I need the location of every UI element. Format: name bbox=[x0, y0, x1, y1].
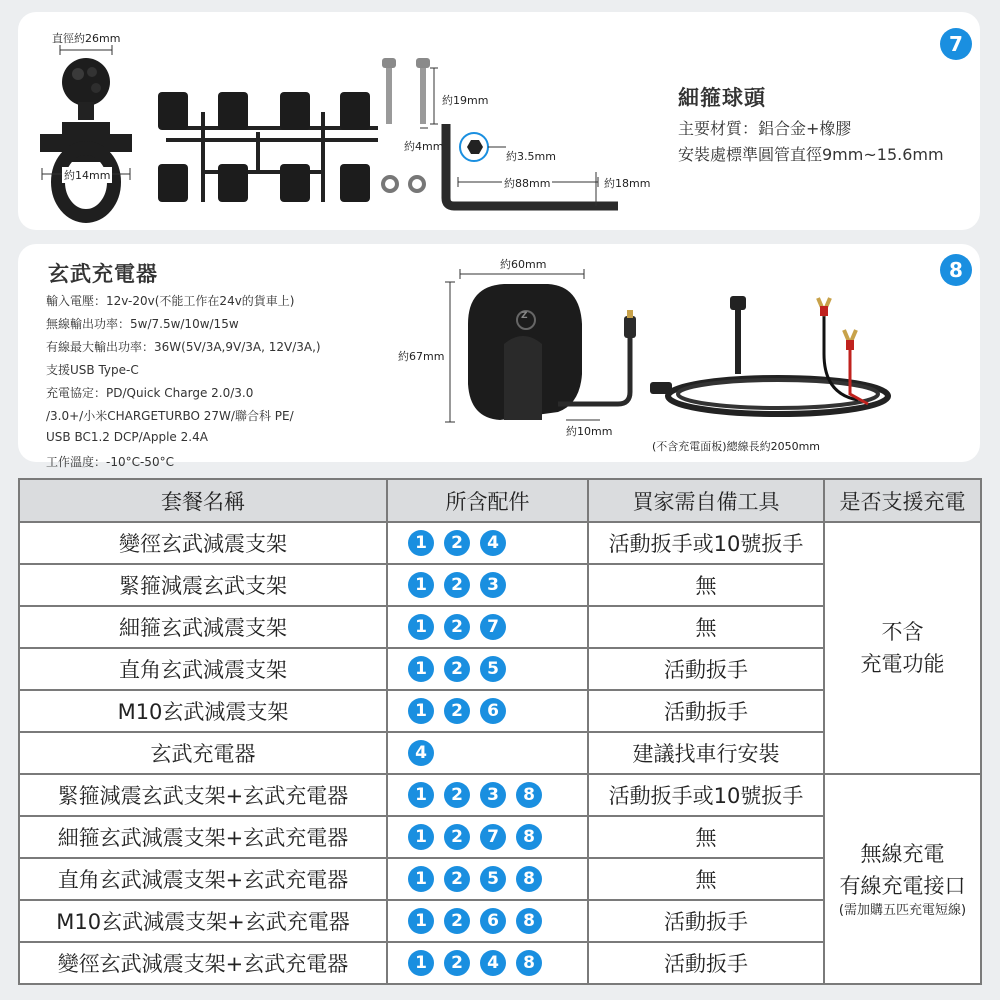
part-number: 2 bbox=[444, 698, 470, 724]
product-title-7: 細箍球頭 bbox=[678, 86, 766, 110]
part-number: 5 bbox=[480, 866, 506, 892]
required-tool: 活動扳手 bbox=[588, 690, 824, 732]
included-parts bbox=[387, 774, 588, 816]
spec-line: /3.0+/小米CHARGETURBO 27W/聯合科 PE/ bbox=[46, 409, 294, 423]
required-tool: 無 bbox=[588, 564, 824, 606]
part-number: 1 bbox=[408, 698, 434, 724]
header-charging-support: 是否支援充電 bbox=[824, 479, 981, 522]
required-tool: 活動扳手或10號扳手 bbox=[588, 774, 824, 816]
included-parts bbox=[387, 942, 588, 984]
part-number: 1 bbox=[408, 614, 434, 640]
header-package-name: 套餐名稱 bbox=[19, 479, 387, 522]
package-name: 緊箍減震玄武支架+玄武充電器 bbox=[19, 774, 387, 816]
required-tool: 活動扳手 bbox=[588, 648, 824, 690]
charger-illustration bbox=[18, 244, 980, 462]
charge-yes-note: (需加購五匹充電短線) bbox=[838, 903, 967, 918]
included-parts bbox=[387, 690, 588, 732]
required-tool: 無 bbox=[588, 858, 824, 900]
required-tool: 無 bbox=[588, 606, 824, 648]
dim-88mm-label: 約88mm bbox=[504, 177, 551, 190]
part-number: 4 bbox=[408, 740, 434, 766]
spec-line: 支援USB Type-C bbox=[46, 363, 139, 377]
included-parts bbox=[387, 732, 588, 774]
part-number: 2 bbox=[444, 866, 470, 892]
part-number: 2 bbox=[444, 824, 470, 850]
spec-line: USB BC1.2 DCP/Apple 2.4A bbox=[46, 430, 208, 444]
included-parts bbox=[387, 858, 588, 900]
dim-60mm-label: 約60mm bbox=[500, 258, 547, 271]
table-row bbox=[19, 522, 981, 564]
included-parts bbox=[387, 606, 588, 648]
part-number: 8 bbox=[516, 824, 542, 850]
part-number: 8 bbox=[516, 908, 542, 934]
charge-yes-line1: 無線充電 bbox=[860, 842, 945, 866]
spec-line: 充電協定：PD/Quick Charge 2.0/3.0 bbox=[46, 386, 254, 400]
spec-tube-diameter: 安裝處標準圓管直徑9mm~15.6mm bbox=[678, 145, 944, 164]
part-number: 5 bbox=[480, 656, 506, 682]
included-parts bbox=[387, 816, 588, 858]
dim-67mm-label: 約67mm bbox=[398, 350, 445, 363]
part-number: 3 bbox=[480, 782, 506, 808]
spec-line: 有線最大輸出功率：36W(5V/3A,9V/3A, 12V/3A,) bbox=[46, 340, 321, 354]
charge-yes-line2: 有線充電接口 bbox=[839, 874, 966, 898]
part-number: 8 bbox=[516, 950, 542, 976]
dim-diameter-label: 直徑約26mm bbox=[52, 32, 121, 45]
part-number: 3 bbox=[480, 572, 506, 598]
product-title-8: 玄武充電器 bbox=[48, 262, 158, 286]
part-number: 2 bbox=[444, 656, 470, 682]
product-card-7 bbox=[18, 12, 980, 230]
part-number: 1 bbox=[408, 530, 434, 556]
package-name: 玄武充電器 bbox=[19, 732, 387, 774]
package-name: 直角玄武減震支架 bbox=[19, 648, 387, 690]
part-number: 1 bbox=[408, 908, 434, 934]
charge-support-no bbox=[824, 522, 981, 774]
part-number: 2 bbox=[444, 782, 470, 808]
header-required-tools: 買家需自備工具 bbox=[588, 479, 824, 522]
charger-logo: Z bbox=[521, 311, 528, 321]
dim-18mm-label: 約18mm bbox=[604, 177, 651, 190]
required-tool: 活動扳手或10號扳手 bbox=[588, 522, 824, 564]
badge-8: 8 bbox=[940, 254, 972, 286]
package-name: M10玄武減震支架+玄武充電器 bbox=[19, 900, 387, 942]
part-number: 2 bbox=[444, 614, 470, 640]
package-name: 變徑玄武減震支架+玄武充電器 bbox=[19, 942, 387, 984]
part-number: 4 bbox=[480, 950, 506, 976]
part-number: 2 bbox=[444, 530, 470, 556]
package-name: M10玄武減震支架 bbox=[19, 690, 387, 732]
part-number: 1 bbox=[408, 572, 434, 598]
included-parts bbox=[387, 522, 588, 564]
package-name: 緊箍減震玄武支架 bbox=[19, 564, 387, 606]
required-tool: 活動扳手 bbox=[588, 942, 824, 984]
dim-19mm-label: 約19mm bbox=[442, 94, 489, 107]
spec-line: 無線輸出功率：5w/7.5w/10w/15w bbox=[46, 317, 239, 331]
part-number: 2 bbox=[444, 950, 470, 976]
part-number: 1 bbox=[408, 656, 434, 682]
part-number: 1 bbox=[408, 866, 434, 892]
charge-no-line1: 不含 bbox=[881, 620, 924, 644]
part-number: 8 bbox=[516, 866, 542, 892]
part-number: 1 bbox=[408, 824, 434, 850]
part-number: 8 bbox=[516, 782, 542, 808]
charge-support-yes bbox=[824, 774, 981, 984]
included-parts bbox=[387, 900, 588, 942]
part-number: 1 bbox=[408, 950, 434, 976]
package-name: 細箍玄武減震支架+玄武充電器 bbox=[19, 816, 387, 858]
table-header-row bbox=[19, 479, 981, 522]
dim-14mm-label: 約14mm bbox=[64, 169, 111, 182]
part-number: 6 bbox=[480, 698, 506, 724]
spec-line: 工作溫度：-10°C-50°C bbox=[46, 455, 174, 469]
product-card-8 bbox=[18, 244, 980, 469]
charge-no-line2: 充電功能 bbox=[860, 652, 945, 676]
required-tool: 無 bbox=[588, 816, 824, 858]
included-parts bbox=[387, 564, 588, 606]
package-name: 變徑玄武減震支架 bbox=[19, 522, 387, 564]
dim-3-5mm-label: 約3.5mm bbox=[506, 150, 556, 163]
dim-4mm-label: 約4mm bbox=[404, 140, 444, 153]
package-name: 細箍玄武減震支架 bbox=[19, 606, 387, 648]
part-number: 1 bbox=[408, 782, 434, 808]
required-tool: 建議找車行安裝 bbox=[588, 732, 824, 774]
part-number: 7 bbox=[480, 824, 506, 850]
header-included-parts: 所含配件 bbox=[387, 479, 588, 522]
part-number: 4 bbox=[480, 530, 506, 556]
spec-line: 輸入電壓：12v-20v(不能工作在24v的貨車上) bbox=[46, 294, 295, 308]
required-tool: 活動扳手 bbox=[588, 900, 824, 942]
dim-10mm-label: 約10mm bbox=[566, 425, 613, 438]
spec-material: 主要材質：鋁合金+橡膠 bbox=[678, 119, 852, 138]
cable-length-note: (不含充電面板)總線長約2050mm bbox=[652, 440, 821, 453]
package-name: 直角玄武減震支架+玄武充電器 bbox=[19, 858, 387, 900]
part-number: 7 bbox=[480, 614, 506, 640]
table-row bbox=[19, 774, 981, 816]
part-number: 2 bbox=[444, 572, 470, 598]
included-parts bbox=[387, 648, 588, 690]
part-number: 2 bbox=[444, 908, 470, 934]
package-table bbox=[18, 478, 982, 985]
part-number: 6 bbox=[480, 908, 506, 934]
badge-7: 7 bbox=[940, 28, 972, 60]
